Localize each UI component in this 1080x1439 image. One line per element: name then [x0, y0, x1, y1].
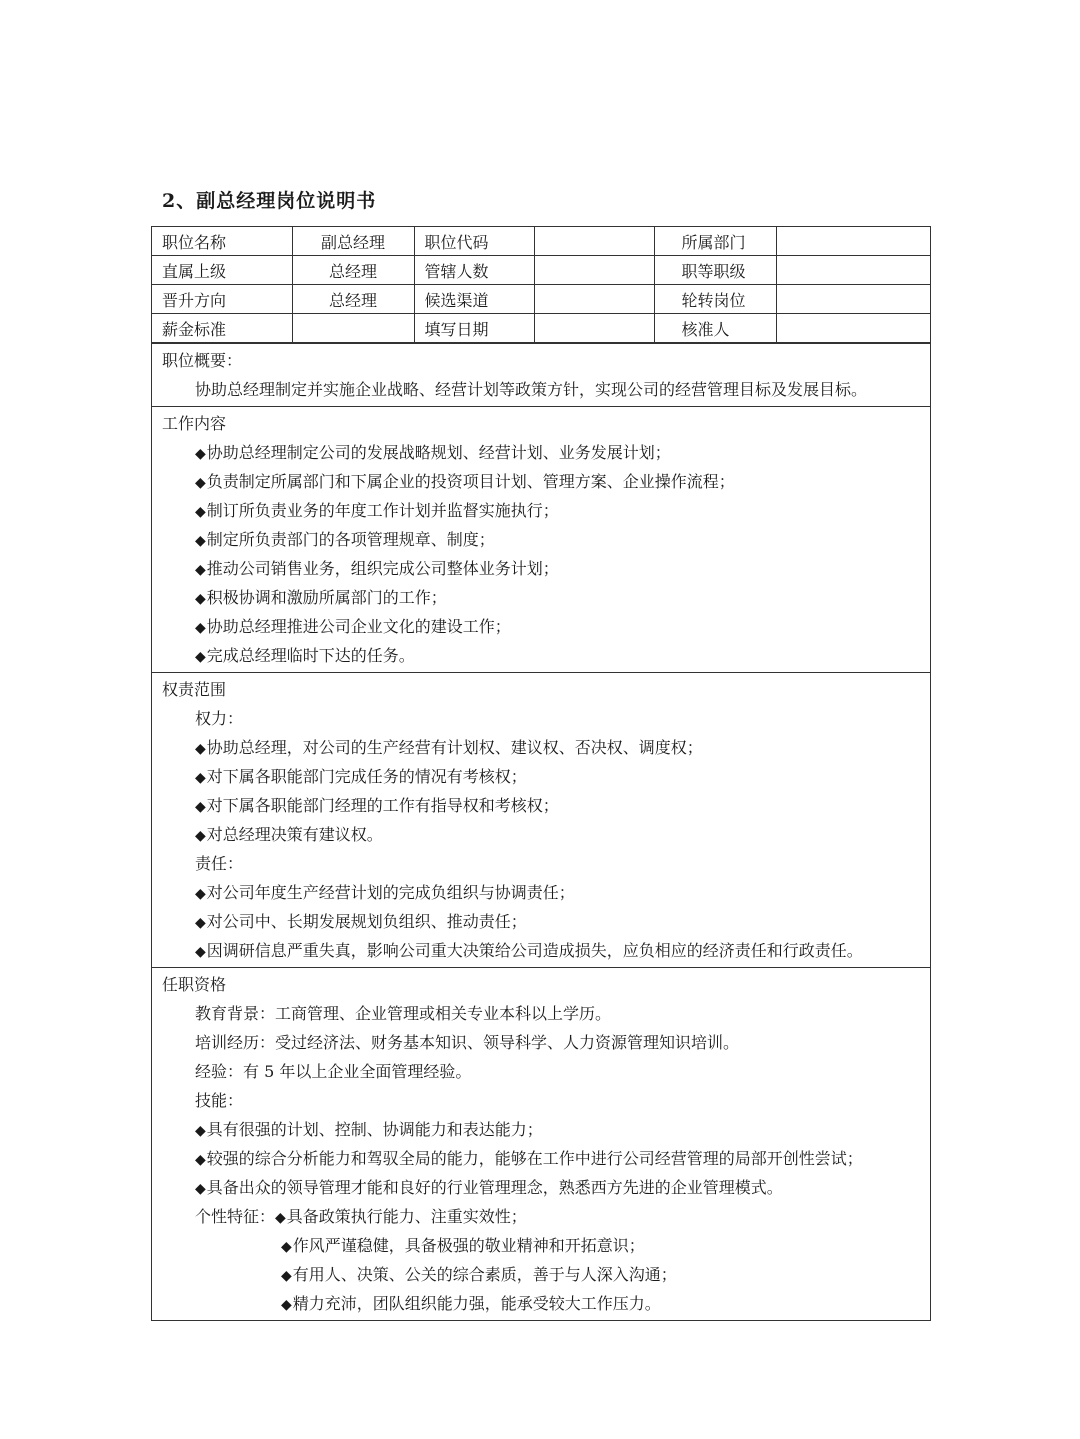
- diamond-bullet-icon: ◆: [281, 1297, 292, 1313]
- list-item-text: 对下属各职能部门经理的工作有指导权和考核权；: [206, 796, 559, 815]
- list-item-text: 制订所负责业务的年度工作计划并监督实施执行；: [206, 501, 559, 520]
- list-item-text: 完成总经理临时下达的任务。: [206, 646, 415, 665]
- list-item: [195, 791, 930, 820]
- info-value-cell: 总经理: [292, 256, 414, 285]
- list-item-text: 对公司中、长期发展规划负组织、推动责任；: [206, 912, 527, 931]
- info-row: [152, 314, 930, 343]
- diamond-bullet-icon: ◆: [195, 1123, 206, 1139]
- basic-info-table: [152, 227, 930, 343]
- diamond-bullet-icon: ◆: [195, 533, 206, 549]
- diamond-bullet-icon: ◆: [195, 562, 206, 578]
- diamond-bullet-icon: ◆: [195, 591, 206, 607]
- diamond-bullet-icon: ◆: [195, 620, 206, 636]
- info-label-cell: 薪金标准: [152, 314, 292, 343]
- list-item: [195, 467, 930, 496]
- diamond-bullet-icon: ◆: [281, 1239, 292, 1255]
- diamond-bullet-icon: ◆: [195, 770, 206, 786]
- diamond-bullet-icon: ◆: [281, 1268, 292, 1284]
- list-item: [162, 1289, 930, 1318]
- overview-text: 协助总经理制定并实施企业战略、经营计划等政策方针，实现公司的经营管理目标及发展目标。: [195, 380, 868, 399]
- info-row: [152, 256, 930, 285]
- list-item: [195, 762, 930, 791]
- diamond-bullet-icon: ◆: [195, 649, 206, 665]
- info-label-cell: 职等职级: [654, 256, 776, 285]
- overview-label: 职位概要：: [162, 351, 243, 370]
- diamond-bullet-icon: ◆: [195, 799, 206, 815]
- diamond-bullet-icon: ◆: [195, 504, 206, 520]
- list-item: [195, 733, 930, 762]
- info-label-cell: 晋升方向: [152, 285, 292, 314]
- list-item: [195, 438, 930, 467]
- list-item: [195, 1144, 930, 1173]
- info-value-cell: [776, 314, 930, 343]
- info-label-cell: 所属部门: [654, 227, 776, 256]
- list-item-text: 对总经理决策有建议权。: [206, 825, 383, 844]
- list-item: [162, 1260, 930, 1289]
- list-item: [195, 878, 930, 907]
- info-value-cell: [534, 227, 654, 256]
- info-label-cell: 职位代码: [414, 227, 534, 256]
- list-item-text: 推动公司销售业务，组织完成公司整体业务计划；: [206, 559, 559, 578]
- authority-label: 权责范围: [162, 680, 227, 699]
- info-value-cell: [776, 285, 930, 314]
- overview-section: [152, 343, 930, 406]
- info-label-cell: 候选渠道: [414, 285, 534, 314]
- list-item: [195, 641, 930, 670]
- list-item-text: 有用人、决策、公关的综合素质，善于与人深入沟通；: [292, 1265, 677, 1284]
- diamond-bullet-icon: ◆: [195, 1181, 206, 1197]
- list-item-text: 较强的综合分析能力和驾驭全局的能力，能够在工作中进行公司经营管理的局部开创性尝试；: [206, 1149, 863, 1168]
- info-value-cell: [776, 227, 930, 256]
- list-item-text: 具有很强的计划、控制、协调能力和表达能力；: [206, 1120, 543, 1139]
- education-background: 教育背景：工商管理、企业管理或相关专业本科以上学历。: [195, 1004, 612, 1023]
- authority-section: [152, 672, 930, 967]
- list-item: [195, 612, 930, 641]
- work-content-section: [152, 406, 930, 672]
- info-value-cell: [292, 314, 414, 343]
- list-item: [195, 583, 930, 612]
- diamond-bullet-icon: ◆: [195, 741, 206, 757]
- list-item-text: 因调研信息严重失真，影响公司重大决策给公司造成损失，应负相应的经济责任和行政责任。: [206, 941, 863, 960]
- list-item: [195, 907, 930, 936]
- info-value-cell: [776, 256, 930, 285]
- skills-list: [162, 1115, 930, 1202]
- list-item-text: 积极协调和激励所属部门的工作；: [206, 588, 447, 607]
- training-experience: 培训经历：受过经济法、财务基本知识、领导科学、人力资源管理知识培训。: [195, 1033, 740, 1052]
- info-value-cell: [534, 314, 654, 343]
- list-item-text: 对下属各职能部门完成任务的情况有考核权；: [206, 767, 527, 786]
- diamond-bullet-icon: ◆: [195, 886, 206, 902]
- info-label-cell: 职位名称: [152, 227, 292, 256]
- work-content-label: 工作内容: [162, 414, 227, 433]
- work-content-list: [162, 438, 930, 670]
- info-row: [152, 227, 930, 256]
- qualification-label: 任职资格: [162, 975, 227, 994]
- list-item-text: 具备出众的领导管理才能和良好的行业管理理念，熟悉西方先进的企业管理模式。: [206, 1178, 783, 1197]
- diamond-bullet-icon: ◆: [195, 1152, 206, 1168]
- info-value-cell: 副总经理: [292, 227, 414, 256]
- personality-label: 个性特征：: [195, 1207, 276, 1226]
- job-description-form: [151, 226, 931, 1321]
- list-item-text: 协助总经理，对公司的生产经营有计划权、建议权、否决权、调度权；: [206, 738, 703, 757]
- info-value-cell: [534, 285, 654, 314]
- diamond-bullet-icon: ◆: [195, 828, 206, 844]
- info-label-cell: 轮转岗位: [654, 285, 776, 314]
- diamond-bullet-icon: ◆: [275, 1210, 286, 1226]
- diamond-bullet-icon: ◆: [195, 944, 206, 960]
- qualification-section: [152, 967, 930, 1320]
- list-item-text: 协助总经理制定公司的发展战略规划、经营计划、业务发展计划；: [206, 443, 671, 462]
- info-label-cell: 填写日期: [414, 314, 534, 343]
- list-item-text: 作风严谨稳健，具备极强的敬业精神和开拓意识；: [292, 1236, 645, 1255]
- list-item-text: 制定所负责部门的各项管理规章、制度；: [206, 530, 495, 549]
- list-item: [195, 525, 930, 554]
- list-item-text: 对公司年度生产经营计划的完成负组织与协调责任；: [206, 883, 575, 902]
- list-item: [195, 496, 930, 525]
- list-item: [162, 1231, 930, 1260]
- list-item-text: 负责制定所属部门和下属企业的投资项目计划、管理方案、企业操作流程；: [206, 472, 735, 491]
- list-item: [162, 1202, 930, 1231]
- power-list: [162, 733, 930, 849]
- list-item: [195, 554, 930, 583]
- list-item: [195, 1173, 930, 1202]
- info-value-cell: [534, 256, 654, 285]
- list-item: [195, 1115, 930, 1144]
- list-item-text: 具备政策执行能力、注重实效性；: [286, 1207, 527, 1226]
- diamond-bullet-icon: ◆: [195, 915, 206, 931]
- list-item: [195, 936, 930, 965]
- diamond-bullet-icon: ◆: [195, 475, 206, 491]
- info-row: [152, 285, 930, 314]
- responsibility-label: 责任：: [195, 854, 244, 873]
- power-label: 权力：: [195, 709, 244, 728]
- info-label-cell: 管辖人数: [414, 256, 534, 285]
- list-item: [195, 820, 930, 849]
- info-label-cell: 直属上级: [152, 256, 292, 285]
- list-item-text: 协助总经理推进公司企业文化的建设工作；: [206, 617, 511, 636]
- document-title: 2、副总经理岗位说明书: [162, 190, 377, 212]
- list-item-text: 精力充沛，团队组织能力强，能承受较大工作压力。: [292, 1294, 661, 1313]
- info-value-cell: 总经理: [292, 285, 414, 314]
- responsibility-list: [162, 878, 930, 965]
- diamond-bullet-icon: ◆: [195, 446, 206, 462]
- skills-label: 技能：: [195, 1091, 244, 1110]
- personality-list: [162, 1202, 930, 1318]
- info-label-cell: 核准人: [654, 314, 776, 343]
- work-experience: 经验：有 5 年以上企业全面管理经验。: [195, 1062, 472, 1081]
